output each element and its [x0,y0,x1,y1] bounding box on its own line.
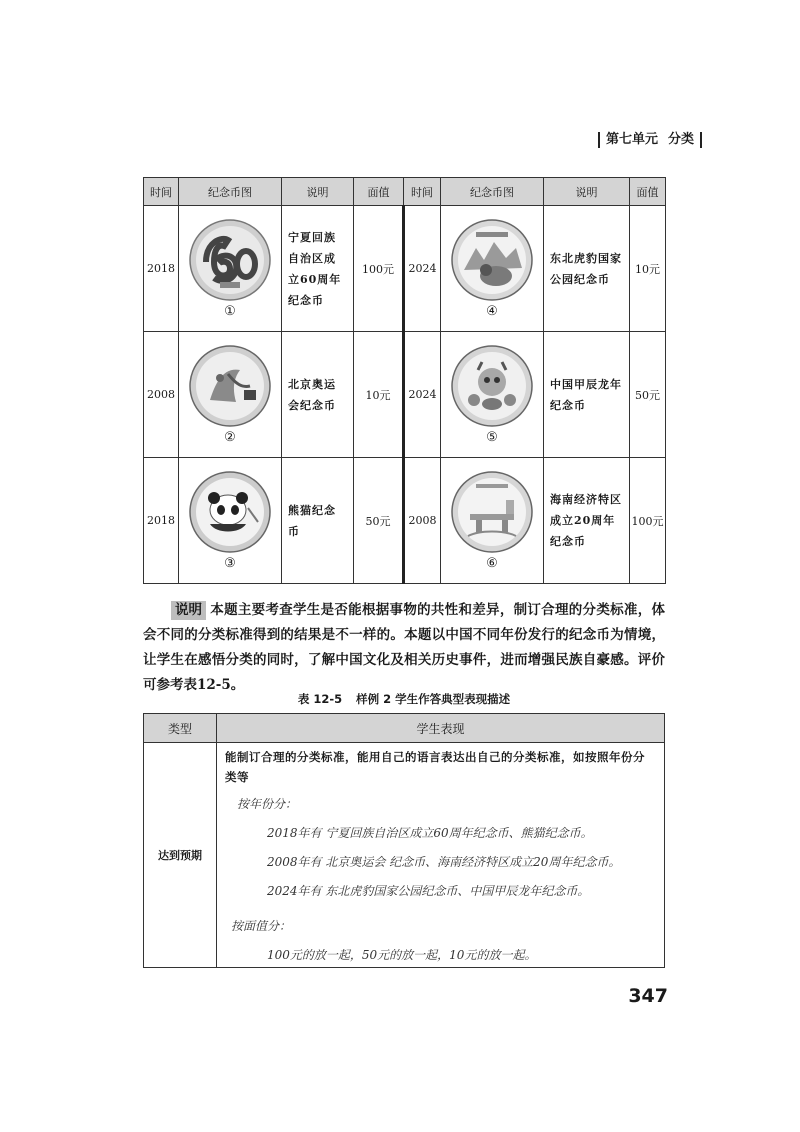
col-header-coin-image-2: 纪念币图 [441,178,544,206]
year-cell: 2018 [144,206,179,332]
caption-number: 表 12-5 [297,692,343,706]
coin-image-cell [441,206,544,332]
coin-image-cell [179,206,282,332]
col-header-performance: 学生表现 [217,714,665,743]
performance-standard: 能制订合理的分类标准，能用自己的语言表达出自己的分类标准，如按照年份分类等 [225,750,645,784]
year-cell: 2008 [404,458,441,584]
coin-number: ⑥ [486,556,498,571]
coin-number: ① [224,304,236,319]
value-cell: 10元 [354,332,404,458]
table-row [144,743,665,968]
chapter-topic: 分类 [667,132,694,147]
note-text: 本题主要考查学生是否能根据事物的共性和差异，制订合理的分类标准，体会不同的分类标准得到的结果是不一样的。本题以中国不同年份发行的纪念币为情境，让学生在感悟分类的同时，了解中国文化及相关历史事件，进而增强民族自豪感。评价可参考表12-5。 [143,602,665,693]
ningxia-60th-coin-image [188,218,272,302]
value-cell: 10元 [630,206,666,332]
caption-title: 样例 2 学生作答典型表现描述 [356,692,511,706]
coin-description: 中国甲辰龙年纪念币 [544,332,630,458]
performance-table [143,713,665,968]
coin-image-cell [179,332,282,458]
coin-description: 北京奥运会纪念币 [282,332,354,458]
table-row [144,332,666,458]
handwritten-heading-by-year: 按年份分： [237,797,298,811]
col-header-value: 面值 [354,178,404,206]
handwritten-line: 2018年有 宁夏回族自治区成立60周年纪念币、熊猫纪念币。 [267,826,593,840]
col-header-value-2: 面值 [630,178,666,206]
coin-description: 东北虎豹国家公园纪念币 [544,206,630,332]
hainan-sez-coin-image [450,470,534,554]
beijing-olympics-coin-image [188,344,272,428]
value-cell: 50元 [354,458,404,584]
handwritten-answer [225,795,656,963]
col-header-year: 时间 [144,178,179,206]
col-header-type: 类型 [144,714,217,743]
panda-coin-image [188,470,272,554]
col-header-coin-image: 纪念币图 [179,178,282,206]
value-cell: 50元 [630,332,666,458]
performance-header-row [144,714,665,743]
chapter-label: 第七单元 [605,132,658,147]
performance-type: 达到预期 [144,743,217,968]
table-row [144,206,666,332]
handwritten-line: 2008年有 北京奥运会 纪念币、海南经济特区成立20周年纪念币。 [267,855,621,869]
year-cell: 2018 [144,458,179,584]
chapter-header [598,132,702,148]
coin-description: 海南经济特区成立20周年纪念币 [544,458,630,584]
coin-number: ② [224,430,236,445]
explanation-note [143,598,665,698]
year-cell: 2008 [144,332,179,458]
page-number: 347 [628,985,668,1007]
coin-table [143,177,666,584]
col-header-description: 说明 [282,178,354,206]
coin-number: ④ [486,304,498,319]
value-cell: 100元 [354,206,404,332]
handwritten-heading-by-value: 按面值分： [231,919,292,933]
coin-description: 熊猫纪念币 [282,458,354,584]
tiger-leopard-park-coin-image [450,218,534,302]
col-header-year-2: 时间 [404,178,441,206]
coin-number: ③ [224,556,236,571]
table-row [144,458,666,584]
coin-description: 宁夏回族自治区成立60周年纪念币 [282,206,354,332]
coin-table-header-row [144,178,666,206]
year-cell: 2024 [404,332,441,458]
dragon-year-coin-image [450,344,534,428]
year-cell: 2024 [404,206,441,332]
coin-image-cell [441,332,544,458]
performance-content [217,743,665,968]
handwritten-line: 2024年有 东北虎豹国家公园纪念币、中国甲辰龙年纪念币。 [267,884,590,898]
table-caption [143,691,665,707]
coin-image-cell [179,458,282,584]
coin-number: ⑤ [486,430,498,445]
col-header-description-2: 说明 [544,178,630,206]
value-cell: 100元 [630,458,666,584]
coin-image-cell [441,458,544,584]
note-label: 说明 [171,601,206,620]
handwritten-line: 100元的放一起，50元的放一起，10元的放一起。 [267,948,537,962]
